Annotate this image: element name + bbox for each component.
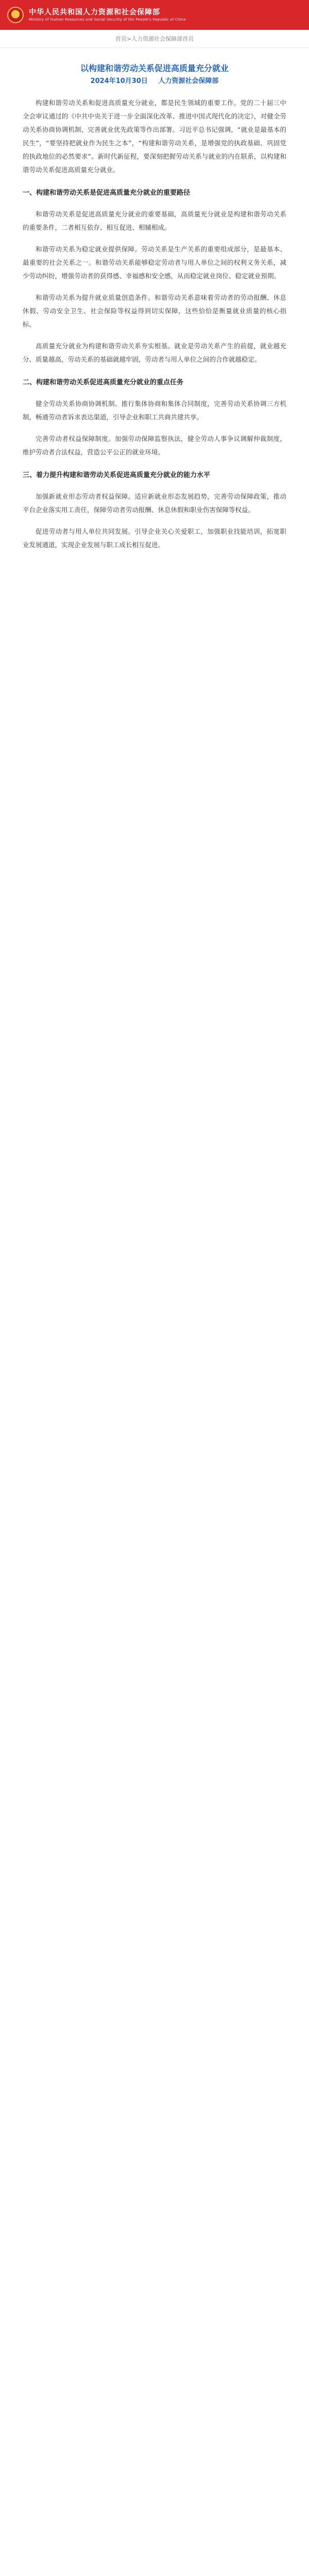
breadcrumb-home-link[interactable]: 首页 [115, 36, 127, 42]
article-meta [23, 76, 286, 87]
article-paragraph: 高质量充分就业为构建和谐劳动关系夯实根基。就业是劳动关系产生的前提，就业越充分、质量越高，劳动关系的基础就越牢固，劳动者与用人单位之间的合作就越稳定。 [23, 342, 286, 363]
article-title: 以构建和谐劳动关系促进高质量充分就业 [80, 63, 229, 73]
article-date: 2024年10月30日 [90, 77, 148, 85]
breadcrumb-ministry-link[interactable]: 人力资源社会保障部首页 [131, 36, 194, 42]
article-paragraph: 加强新就业形态劳动者权益保障。适应新就业形态发展趋势，完善劳动保障政策，推动平台企业落实用工责任，保障劳动者劳动报酬、休息休假和职业伤害保障等权益。 [23, 493, 286, 514]
article-paragraph: 和谐劳动关系为稳定就业提供保障。劳动关系是生产关系的重要组成部分，是最基本、最重要的社会关系之一。和谐劳动关系能够稳定劳动者与用人单位之间的权利义务关系，减少劳动纠纷，增强劳动者的获得感、幸福感和安全感，从而稳定就业岗位、稳定就业预期。 [23, 245, 286, 280]
national-emblem-icon [7, 7, 24, 23]
section-heading-2: 二、构建和谐劳动关系促进高质量充分就业的重点任务 [23, 379, 184, 386]
section-heading-3: 三、着力提升构建和谐劳动关系促进高质量充分就业的能力水平 [23, 471, 211, 479]
article-paragraph: 和谐劳动关系为提升就业质量创造条件。和谐劳动关系意味着劳动者的劳动报酬、休息休假、劳动安全卫生、社会保险等权益得到切实保障，这些恰恰是衡量就业质量的核心指标。 [23, 294, 286, 328]
article-paragraph: 和谐劳动关系是促进高质量充分就业的重要基础，高质量充分就业是构建和谐劳动关系的重要条件，二者相互依存、相互促进、相辅相成。 [23, 210, 286, 231]
section-heading-1: 一、构建和谐劳动关系是促进高质量充分就业的重要路径 [23, 189, 191, 197]
article-paragraph: 促进劳动者与用人单位共同发展。引导企业关心关爱职工，加强职业技能培训，拓宽职业发展通道，实现企业发展与职工成长相互促进。 [23, 528, 286, 549]
article-paragraph: 构建和谐劳动关系和促进高质量充分就业，都是民生领域的重要工作。党的二十届三中全会审议通过的《中共中央关于进一步全面深化改革、推进中国式现代化的决定》，对健全劳动关系协商协调机制、完善就业优先政策等作出部署。习近平总书记强调，“就业是最基本的民生”，“要坚持把就业作为民生之本”，“构建和谐劳动关系，是增强党的执政基础、巩固党的执政地位的必然要求”。新时代新征程，要深刻把握劳动关系与就业的内在联系，以构建和谐劳动关系促进高质量充分就业。 [23, 99, 286, 174]
breadcrumb [0, 30, 309, 48]
site-header [0, 0, 309, 30]
ministry-english-name: Ministry of Human Resources and Social Security of the People's Republic of China [29, 18, 186, 22]
article [0, 48, 309, 552]
breadcrumb-separator: > [126, 35, 132, 42]
ministry-name: 中华人民共和国人力资源和社会保障部 [29, 8, 160, 16]
article-paragraph: 健全劳动关系协商协调机制。推行集体协商和集体合同制度，完善劳动关系协调三方机制，畅通劳动者诉求表达渠道，引导企业和职工共商共建共享。 [23, 400, 286, 421]
article-source: 人力资源社会保障部 [158, 77, 219, 85]
ministry-branding[interactable] [29, 8, 186, 22]
article-paragraph: 完善劳动者权益保障制度。加强劳动保障监察执法，健全劳动人事争议调解仲裁制度，维护劳动者合法权益，营造公平公正的就业环境。 [23, 435, 286, 456]
